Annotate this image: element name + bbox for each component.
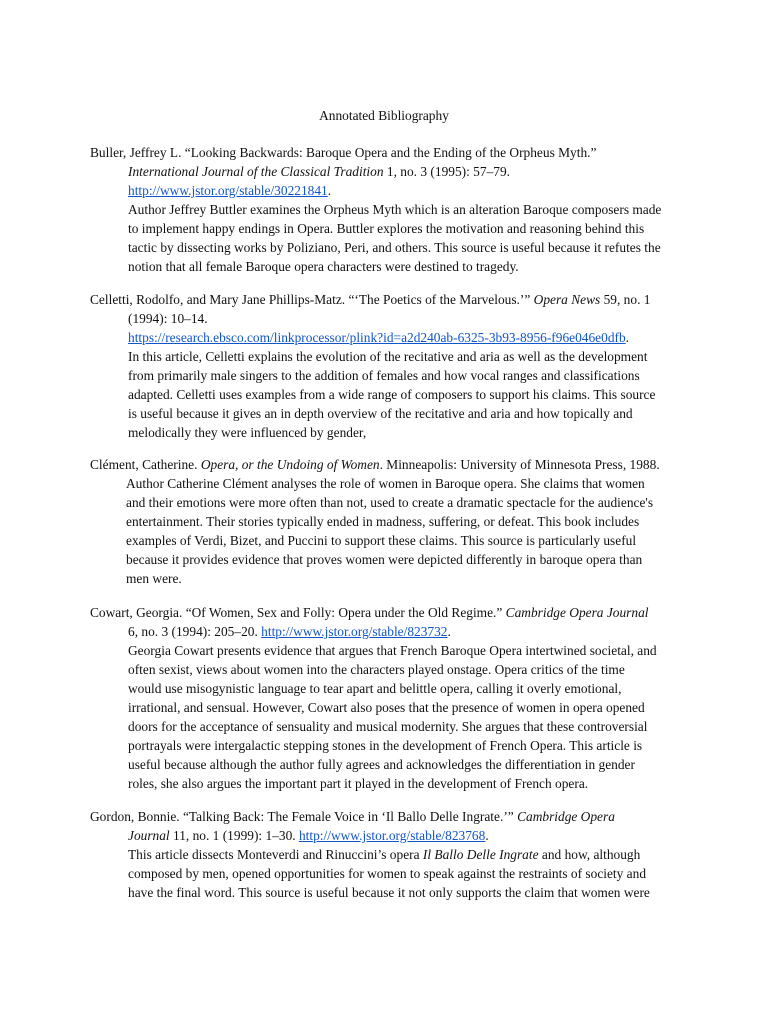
- text-segment: adapted. Celletti uses examples from a wide range of composers to support his claims. This source: [128, 387, 656, 402]
- entry-line: [90, 347, 688, 366]
- bibliography-entry: [90, 290, 688, 442]
- entry-line: [90, 309, 688, 328]
- citation-link[interactable]: http://www.jstor.org/stable/823732: [261, 624, 448, 639]
- citation-first-line: [90, 603, 688, 622]
- text-segment: Clément, Catherine.: [90, 457, 201, 472]
- entry-line: [90, 622, 688, 641]
- text-segment: irrational, and sensual. However, Cowart also poses that the presence of women in opera opened: [128, 700, 645, 715]
- entry-line: [90, 698, 688, 717]
- text-segment: This article dissects Monteverdi and Rinuccini’s opera: [128, 847, 423, 862]
- text-segment: .: [485, 828, 489, 843]
- italic-title: Opera, or the Undoing of Women: [200, 457, 380, 472]
- entry-line: [90, 679, 688, 698]
- text-segment: portrayals were intergalactic stepping stones in the development of French Opera. This article is: [128, 738, 643, 753]
- entry-line: [90, 200, 688, 219]
- text-segment: 6, no. 3 (1994): 205–20.: [128, 624, 262, 639]
- text-segment: examples of Verdi, Bizet, and Puccini to support these claims. This source is particularly useful: [126, 533, 637, 548]
- text-segment: Gordon, Bonnie. “Talking Back: The Female Voice in ‘Il Ballo Delle Ingrate.’”: [90, 809, 518, 824]
- text-segment: . Minneapolis: University of Minnesota Press, 1988.: [379, 457, 660, 472]
- text-segment: Buller, Jeffrey L. “Looking Backwards: Baroque Opera and the Ending of the Orpheus Myth.”: [90, 145, 597, 160]
- text-segment: doors for the acceptance of sensuality and musical modernity. She argues that these controversial: [128, 719, 648, 734]
- text-segment: roles, she also argues the important part it played in the development of French opera.: [128, 776, 589, 791]
- text-segment: is useful because it gives an in depth overview of the recitative and aria and how topically and: [128, 406, 633, 421]
- italic-title: International Journal of the Classical Tradition: [128, 164, 384, 179]
- text-segment: composed by men, opened opportunities for women to speak against the restraints of society and: [128, 866, 647, 881]
- citation-link[interactable]: http://www.jstor.org/stable/30221841: [128, 183, 328, 198]
- entry-line: [90, 641, 688, 660]
- italic-title: Cambridge Opera Journal: [505, 605, 649, 620]
- citation-link[interactable]: http://www.jstor.org/stable/823768: [298, 828, 486, 843]
- entry-line: [90, 493, 688, 512]
- text-segment: and how, although: [538, 847, 641, 862]
- bibliography-entry: [90, 143, 688, 276]
- bibliography-entry: [90, 807, 688, 902]
- entry-line: [90, 328, 688, 347]
- bibliography-entry: [90, 455, 688, 588]
- text-segment: Author Jeffrey Buttler examines the Orpheus Myth which is an alteration Baroque composers made: [128, 202, 662, 217]
- entry-line: [90, 219, 688, 238]
- entry-line: [90, 512, 688, 531]
- text-segment: tactic by dissecting works by Poliziano, Peri, and others. This source is useful because it refutes the: [128, 240, 661, 255]
- italic-title: Journal: [128, 828, 170, 843]
- entry-line: [90, 883, 688, 902]
- text-segment: entertainment. Their stories typically ended in madness, suffering, or defeat. This book includes: [126, 514, 640, 529]
- citation-first-line: [90, 290, 688, 309]
- bibliography-entry: [90, 603, 688, 793]
- text-segment: Cowart, Georgia. “Of Women, Sex and Folly: Opera under the Old Regime.”: [90, 605, 506, 620]
- entry-line: [90, 826, 688, 845]
- entry-line: [90, 736, 688, 755]
- entry-line: [90, 531, 688, 550]
- entry-line: [90, 162, 688, 181]
- entry-line: [90, 238, 688, 257]
- text-segment: .: [447, 624, 451, 639]
- text-segment: would use misogynistic language to tear apart and belittle opera, calling it overly emotional,: [128, 681, 622, 696]
- entry-line: [90, 385, 688, 404]
- text-segment: because it provides evidence that proves women were depicted differently in baroque opera than: [126, 552, 643, 567]
- text-segment: to implement happy endings in Opera. Buttler explores the motivation and reasoning behind this: [128, 221, 645, 236]
- text-segment: .: [327, 183, 332, 198]
- citation-first-line: [90, 807, 688, 826]
- entry-line: [90, 474, 688, 493]
- citation-first-line: [90, 455, 688, 474]
- entry-line: [90, 845, 688, 864]
- text-segment: melodically they were influenced by gender,: [128, 425, 367, 440]
- entry-line: [90, 550, 688, 569]
- text-segment: often sexist, views about women into the characters played onstage. Opera critics of the time: [128, 662, 625, 677]
- text-segment: In this article, Celletti explains the evolution of the recitative and aria as well as the development: [128, 349, 648, 364]
- text-segment: 59, no. 1: [600, 292, 651, 307]
- citation-first-line: [90, 143, 688, 162]
- text-segment: .: [625, 330, 630, 345]
- text-segment: Celletti, Rodolfo, and Mary Jane Phillips-Matz. “‘The Poetics of the Marvelous.’”: [90, 292, 534, 307]
- text-segment: Georgia Cowart presents evidence that argues that French Baroque Opera intertwined societal, and: [128, 643, 657, 658]
- entry-line: [90, 864, 688, 883]
- text-segment: Author Catherine Clément analyses the role of women in Baroque opera. She claims that women: [126, 476, 645, 491]
- text-segment: 11, no. 1 (1999): 1–30.: [169, 828, 299, 843]
- entry-line: [90, 569, 688, 588]
- text-segment: have the final word. This source is useful because it not only supports the claim that women were: [128, 885, 650, 900]
- text-segment: and their emotions were more often than not, used to create a dramatic spectacle for the audience's: [126, 495, 654, 510]
- text-segment: (1994): 10–14.: [128, 311, 208, 326]
- entry-line: [90, 366, 688, 385]
- entry-line: [90, 755, 688, 774]
- entry-line: [90, 404, 688, 423]
- page-title: Annotated Bibliography: [319, 108, 449, 123]
- text-segment: notion that all female Baroque opera characters were destined to tragedy.: [128, 259, 519, 274]
- italic-title: Il Ballo Delle Ingrate: [422, 847, 539, 862]
- italic-title: Cambridge Opera: [517, 809, 615, 824]
- text-segment: from primarily male singers to the addition of females and how vocal ranges and classifications: [128, 368, 640, 383]
- entry-line: [90, 717, 688, 736]
- entry-line: [90, 774, 688, 793]
- entry-line: [90, 660, 688, 679]
- entry-line: [90, 423, 688, 442]
- text-segment: 1, no. 3 (1995): 57–79.: [383, 164, 511, 179]
- entry-line: [90, 181, 688, 200]
- text-segment: men were.: [126, 571, 182, 586]
- entry-line: [90, 257, 688, 276]
- citation-link[interactable]: https://research.ebsco.com/linkprocessor/plink?id=a2d240ab-6325-3b93-8956-f96e046e0dfb: [128, 330, 626, 345]
- italic-title: Opera News: [533, 292, 601, 307]
- text-segment: useful because although the author fully agrees and acknowledges the differentiation in gender: [128, 757, 635, 772]
